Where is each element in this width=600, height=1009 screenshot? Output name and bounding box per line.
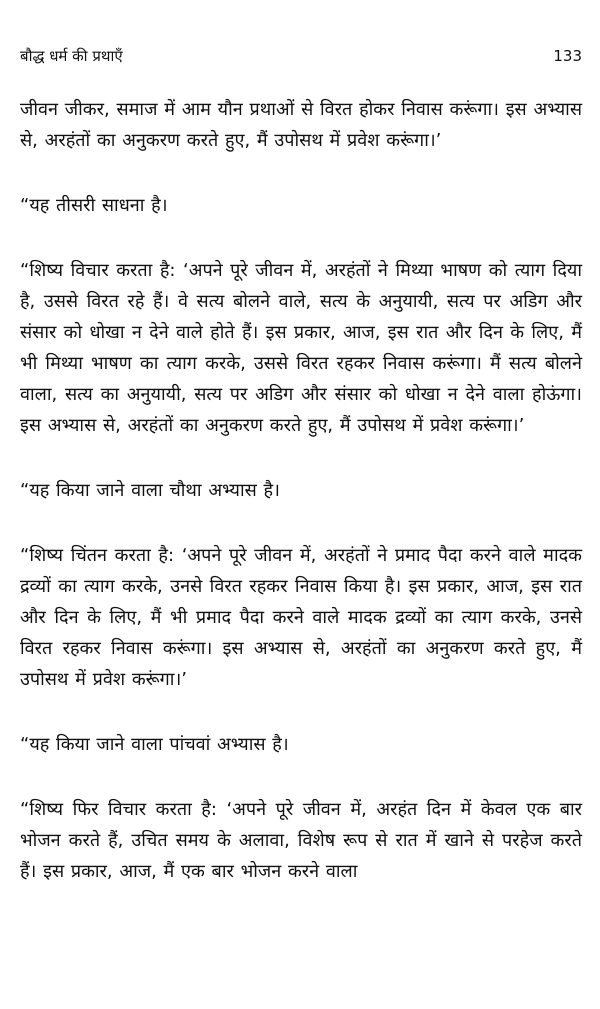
running-header — [20, 46, 582, 66]
paragraph: “यह किया जाने वाला पांचवां अभ्यास है। — [20, 734, 289, 755]
paragraph: “यह तीसरी साधना है। — [20, 195, 168, 216]
running-title: बौद्ध धर्म की प्रथाएँ — [20, 47, 123, 65]
page-number: 133 — [553, 47, 582, 65]
paragraph: जीवन जीकर, समाज में आम यौन प्रथाओं से विरत होकर निवास करूंगा। इस अभ्यास से, अरहंतों का अनुकरण करते हुए, मैं उपोसथ में प्रवेश करूंगा।’ — [20, 99, 582, 151]
paragraph: “शिष्य चिंतन करता है: ‘अपने पूरे जीवन में, अरहंतों ने प्रमाद पैदा करने वाले मादक द्रव्यों का त्याग करके, उनसे विरत रहकर निवास किया है। इस प्रकार, आज, इस रात और दिन के लिए, मैं भी प्रमाद पैदा करने वाले मादक द्रव्यों का त्याग करके, उनसे विरत रहकर निवास करूंगा। इस अभ्यास से, अरहंतों का अनुकरण करते हुए, मैं उपोसथ में प्रवेश करूंगा।’ — [20, 545, 582, 690]
paragraph: “यह किया जाने वाला चौथा अभ्यास है। — [20, 480, 280, 501]
paragraph: “शिष्य विचार करता है: ‘अपने पूरे जीवन में, अरहंतों ने मिथ्या भाषण को त्याग दिया है, उससे विरत रहे हैं। वे सत्य बोलने वाले, सत्य के अनुयायी, सत्य पर अडिग और संसार को धोखा न देने वाले होते हैं। इस प्रकार, आज, इस रात और दिन के लिए, मैं भी मिथ्या भाषण का त्याग करके, उससे विरत रहकर निवास करूंगा। मैं सत्य बोलने वाला, सत्य का अनुयायी, सत्य पर अडिग और संसार को धोखा न देने वाला होऊंगा। इस अभ्यास से, अरहंतों का अनुकरण करते हुए, मैं उपोसथ में प्रवेश करूंगा।’ — [20, 260, 582, 436]
paragraph: “शिष्य फिर विचार करता है: ‘अपने पूरे जीवन में, अरहंत दिन में केवल एक बार भोजन करते हैं, उचित समय के अलावा, विशेष रूप से रात में खाने से परहेज करते हैं। इस प्रकार, आज, मैं एक बार भोजन करने वाला — [20, 799, 582, 882]
